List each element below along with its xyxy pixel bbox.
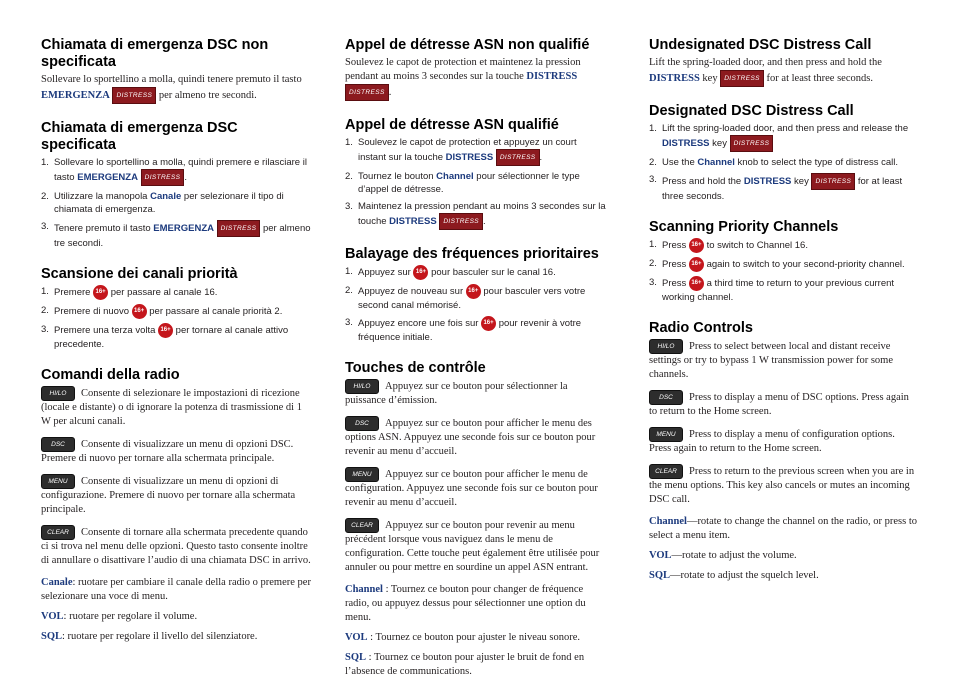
section-designated-it	[41, 120, 313, 250]
knob-name: VOL	[41, 611, 64, 622]
column-english	[649, 37, 917, 599]
key-name: DISTRESS	[526, 71, 578, 82]
text: Press	[662, 259, 687, 271]
list-item	[649, 238, 917, 253]
section-title: Chiamata di emergenza DSC specificata	[41, 120, 238, 153]
key-name: EMERGENZA	[153, 223, 214, 235]
channel-16-icon: 16+	[466, 284, 481, 299]
key-desc-menu	[649, 427, 917, 456]
distress-key-icon: DISTRESS	[811, 173, 855, 190]
knob-sql	[41, 630, 313, 644]
text: per tornare al canale attivo precedente.	[54, 325, 289, 350]
text: Soulevez le capot de protection et appuyez un court instant sur la touche	[358, 137, 577, 164]
section-title: Touches de contrôle	[345, 360, 486, 376]
channel-16-icon: 16+	[413, 265, 428, 280]
text: for at least three seconds.	[766, 72, 873, 84]
steps-list	[345, 265, 607, 344]
text: Lift the spring-loaded door, and then press and release the	[662, 123, 909, 134]
dsc-key-icon: DSC	[345, 416, 379, 431]
list-item	[345, 316, 607, 344]
steps-list	[649, 122, 917, 203]
text: key	[712, 138, 727, 150]
hilo-key-icon: HI/LO	[345, 379, 379, 394]
key-desc-menu	[345, 467, 607, 510]
section-text	[649, 56, 917, 87]
menu-key-icon: MENU	[345, 467, 379, 482]
step-number: 1.	[345, 266, 353, 277]
key-desc-dsc	[649, 390, 917, 419]
text: pour basculer vers votre second canal mémorisé.	[358, 286, 586, 311]
distress-key-icon: DISTRESS	[720, 70, 764, 87]
text: —rotate to adjust the squelch level.	[670, 570, 819, 581]
text: to switch to Channel 16.	[706, 240, 808, 252]
channel-16-icon: 16+	[93, 285, 108, 300]
section-undesignated-en	[649, 37, 917, 87]
text: .	[539, 152, 543, 164]
text: Consente di tornare alla schermata precedente quando ci si trova nel menu delle opzioni. Questo tasto consente inoltre di annullare o disattivare l’audio di una chiamata DSC in arrivo.	[41, 526, 311, 566]
key-name: DISTRESS	[649, 72, 700, 84]
dsc-key-icon: DSC	[41, 437, 75, 452]
text: Lift the spring-loaded door, and then press and hold the	[649, 57, 882, 68]
menu-key-icon: MENU	[649, 427, 683, 442]
list-item	[41, 323, 313, 351]
knob-vol	[41, 610, 313, 624]
clear-key-icon: CLEAR	[41, 525, 75, 540]
text: per almeno tre secondi.	[54, 223, 311, 249]
knob-channel	[649, 515, 917, 543]
knob-name: Channel	[649, 516, 687, 527]
channel-16-icon: 16+	[132, 304, 147, 319]
text: pour basculer sur le canal 16.	[431, 267, 556, 279]
step-number: 2.	[649, 157, 657, 168]
knob-name: SQL	[345, 652, 367, 663]
text: .	[483, 216, 486, 228]
channel-16-icon: 16+	[689, 238, 704, 253]
text: : Tournez ce bouton pour ajuster le bruit de fond en l’absence de communications.	[345, 652, 585, 677]
section-title: Scanning Priority Channels	[649, 219, 839, 235]
menu-key-icon: MENU	[41, 474, 75, 489]
text: a third time to return to your previous current working channel.	[662, 278, 895, 303]
distress-key-icon: DISTRESS	[345, 84, 389, 101]
section-title: Appel de détresse ASN non qualifié	[345, 37, 590, 53]
step-number: 2.	[41, 191, 49, 202]
text: key	[702, 72, 718, 84]
step-number: 3.	[41, 324, 49, 335]
text: —rotate to change the channel on the radio, or press to select a menu item.	[649, 516, 917, 541]
distress-key-icon: DISTRESS	[730, 135, 774, 152]
knob-sql	[649, 569, 917, 583]
column-italian	[41, 37, 313, 660]
text: Sollevare lo sportellino a molla, quindi tenere premuto il tasto	[41, 74, 302, 85]
list-item	[41, 190, 313, 216]
steps-list	[41, 285, 313, 351]
channel-16-icon: 16+	[158, 323, 173, 338]
step-number: 3.	[41, 221, 49, 232]
text: per almeno tre secondi.	[158, 89, 257, 101]
clear-key-icon: CLEAR	[649, 464, 683, 479]
text: : ruotare per cambiare il canale della radio o premere per selezionare una voce di menu.	[41, 577, 311, 602]
distress-key-icon: DISTRESS	[217, 220, 261, 237]
knob-name: VOL	[345, 632, 368, 643]
text: per passare al canale priorità 2.	[149, 306, 283, 318]
text: : ruotare per regolare il livello del silenziatore.	[62, 631, 258, 642]
text: pour sélectionner le type d’appel de détresse.	[358, 171, 580, 195]
key-name: Channel	[697, 157, 735, 168]
section-controls-fr	[345, 360, 607, 679]
text: Consente di visualizzare un menu di opzioni di configurazione. Premere di nuovo per tornare alla schermata principale.	[41, 475, 296, 515]
hilo-key-icon: HI/LO	[41, 386, 75, 401]
section-title: Balayage des fréquences prioritaires	[345, 246, 599, 262]
text: —rotate to adjust the volume.	[671, 550, 797, 561]
step-number: 1.	[649, 123, 657, 134]
steps-list	[345, 136, 607, 230]
knob-channel	[41, 576, 313, 604]
knob-name: Channel	[345, 584, 383, 595]
text: Appuyez sur	[358, 267, 411, 279]
section-designated-fr	[345, 117, 607, 230]
list-item	[345, 170, 607, 196]
step-number: 1.	[41, 157, 49, 168]
text: Press	[662, 240, 687, 252]
text: Appuyez encore une fois sur	[358, 318, 479, 330]
text: Press	[662, 278, 687, 290]
knob-vol	[345, 631, 607, 645]
list-item	[649, 173, 917, 203]
clear-key-icon: CLEAR	[345, 518, 379, 533]
section-title: Undesignated DSC Distress Call	[649, 37, 872, 53]
step-number: 3.	[345, 201, 353, 212]
text: Use the	[662, 157, 695, 168]
text: Press to display a menu of DSC options. Press again to return to the Home screen.	[649, 391, 909, 417]
text: Sollevare lo sportellino a molla, quindi premere e rilasciare il tasto	[54, 157, 307, 184]
list-item	[649, 156, 917, 169]
list-item	[41, 285, 313, 300]
distress-key-icon: DISTRESS	[496, 149, 540, 166]
key-desc-dsc	[41, 437, 313, 466]
list-item	[41, 220, 313, 250]
hilo-key-icon: HI/LO	[649, 339, 683, 354]
text: : Tournez ce bouton pour ajuster le niveau sonore.	[367, 632, 581, 643]
list-item	[345, 200, 607, 230]
key-name: DISTRESS	[662, 138, 710, 150]
section-scanning-fr	[345, 246, 607, 344]
key-name: EMERGENZA	[41, 89, 110, 101]
step-number: 2.	[649, 258, 657, 269]
key-desc-clear	[649, 464, 917, 507]
step-number: 2.	[345, 285, 353, 296]
text: .	[184, 172, 187, 184]
channel-16-icon: 16+	[689, 276, 704, 291]
knob-name: SQL	[649, 570, 671, 581]
text: Premere	[54, 287, 91, 299]
step-number: 2.	[41, 305, 49, 316]
knob-channel	[345, 583, 607, 625]
section-designated-en	[649, 103, 917, 203]
text: Consente di visualizzare un menu di opzioni DSC. Premere di nuovo per tornare alla schermata principale.	[41, 438, 294, 464]
text: Press to return to the previous screen when you are in the menu options. This key also cancels or mutes an incoming DSC call.	[649, 465, 915, 505]
text: Premere una terza volta	[54, 325, 156, 337]
key-desc-hilo	[41, 386, 313, 429]
list-item	[649, 122, 917, 152]
key-desc-clear	[41, 525, 313, 568]
steps-list	[41, 156, 313, 250]
list-item	[41, 304, 313, 319]
text: Appuyez sur ce bouton pour revenir au menu précédent lorsque vous naviguez dans le menu de configuration. Cette touche peut également être utilisée pour annuler ou pour mettre en sourdine un appel ASN entrant.	[345, 519, 600, 573]
knob-name: SQL	[41, 631, 63, 642]
text: : Tournez ce bouton pour changer de fréquence radio, ou appuyez dessus pour sélectionner une option du menu.	[345, 584, 586, 623]
text: Appuyez de nouveau sur	[358, 286, 464, 298]
knob-vol	[649, 549, 917, 563]
key-name: Canale	[150, 191, 182, 202]
step-number: 1.	[649, 239, 657, 250]
steps-list	[649, 238, 917, 304]
section-title: Appel de détresse ASN qualifié	[345, 117, 559, 133]
section-title: Radio Controls	[649, 320, 753, 336]
text: Press to select between local and distant receive settings or try to bypass 1 W transmission power for some channels.	[649, 340, 894, 380]
step-number: 1.	[345, 137, 353, 148]
section-undesignated-fr	[345, 37, 607, 101]
key-desc-hilo	[649, 339, 917, 382]
text: Soulevez le capot de protection et maintenez la pression pendant au moins 3 secondes sur la touche	[345, 57, 581, 82]
key-desc-clear	[345, 518, 607, 575]
channel-16-icon: 16+	[481, 316, 496, 331]
key-name: DISTRESS	[389, 216, 437, 228]
channel-16-icon: 16+	[689, 257, 704, 272]
key-desc-dsc	[345, 416, 607, 459]
section-text	[345, 56, 607, 101]
distress-key-icon: DISTRESS	[112, 87, 156, 104]
key-name: EMERGENZA	[77, 172, 138, 184]
text: Maintenez la pression pendant au moins 3 secondes sur la touche	[358, 201, 606, 228]
text: Appuyez sur ce bouton pour sélectionner la puissance d’émission.	[345, 380, 568, 406]
text: : ruotare per regolare il volume.	[63, 611, 198, 622]
section-title: Scansione dei canali priorità	[41, 266, 238, 282]
list-item	[41, 156, 313, 186]
section-title: Comandi della radio	[41, 367, 180, 383]
section-controls-it	[41, 367, 313, 644]
key-desc-menu	[41, 474, 313, 517]
text: Consente di selezionare le impostazioni di ricezione (locale e distante) o di ignorare la potenza di trasmissione di 1 W per alcuni canali.	[41, 387, 302, 427]
section-title: Chiamata di emergenza DSC non specificata	[41, 37, 269, 70]
text: Appuyez sur ce bouton pour afficher le menu de configuration. Appuyez une seconde fois sur ce bouton pour revenir au menu d’accueil.	[345, 468, 598, 508]
list-item	[345, 265, 607, 280]
text: Press and hold the	[662, 176, 742, 188]
text: Tenere premuto il tasto	[54, 223, 151, 235]
list-item	[649, 276, 917, 304]
text: per passare al canale 16.	[110, 287, 218, 299]
column-french	[345, 37, 607, 695]
text: key	[794, 176, 809, 188]
step-number: 3.	[649, 277, 657, 288]
step-number: 2.	[345, 171, 353, 182]
step-number: 3.	[649, 174, 657, 185]
key-name: Channel	[436, 171, 474, 182]
step-number: 1.	[41, 286, 49, 297]
key-name: DISTRESS	[445, 152, 494, 164]
distress-key-icon: DISTRESS	[439, 213, 483, 230]
text: Press to display a menu of configuration options. Press again to return to the Home screen.	[649, 428, 895, 454]
section-title: Designated DSC Distress Call	[649, 103, 854, 119]
text: pour revenir à votre fréquence initiale.	[358, 318, 582, 343]
distress-key-icon: DISTRESS	[141, 169, 185, 186]
section-text	[41, 73, 313, 104]
text: again to switch to your second-priority channel.	[706, 259, 905, 271]
list-item	[345, 136, 607, 166]
knob-name: VOL	[649, 550, 672, 561]
knob-name: Canale	[41, 577, 73, 588]
text: per selezionare il tipo di chiamata di emergenza.	[54, 191, 284, 215]
list-item	[345, 284, 607, 312]
section-scanning-it	[41, 266, 313, 351]
text: .	[388, 86, 392, 98]
text: Utilizzare la manopola	[54, 191, 148, 202]
key-desc-hilo	[345, 379, 607, 408]
key-name: DISTRESS	[743, 176, 792, 188]
step-number: 3.	[345, 317, 353, 328]
text: Premere di nuovo	[54, 306, 129, 318]
list-item	[649, 257, 917, 272]
section-controls-en	[649, 320, 917, 583]
text: for at least three seconds.	[662, 176, 903, 202]
section-undesignated-it	[41, 37, 313, 104]
text: Appuyez sur ce bouton pour afficher le menu des options ASN. Appuyez une seconde fois sur ce bouton pour revenir au menu d’accueil.	[345, 417, 596, 457]
dsc-key-icon: DSC	[649, 390, 683, 405]
text: Tournez le bouton	[358, 171, 434, 182]
text: knob to select the type of distress call.	[737, 157, 899, 168]
section-scanning-en	[649, 219, 917, 304]
